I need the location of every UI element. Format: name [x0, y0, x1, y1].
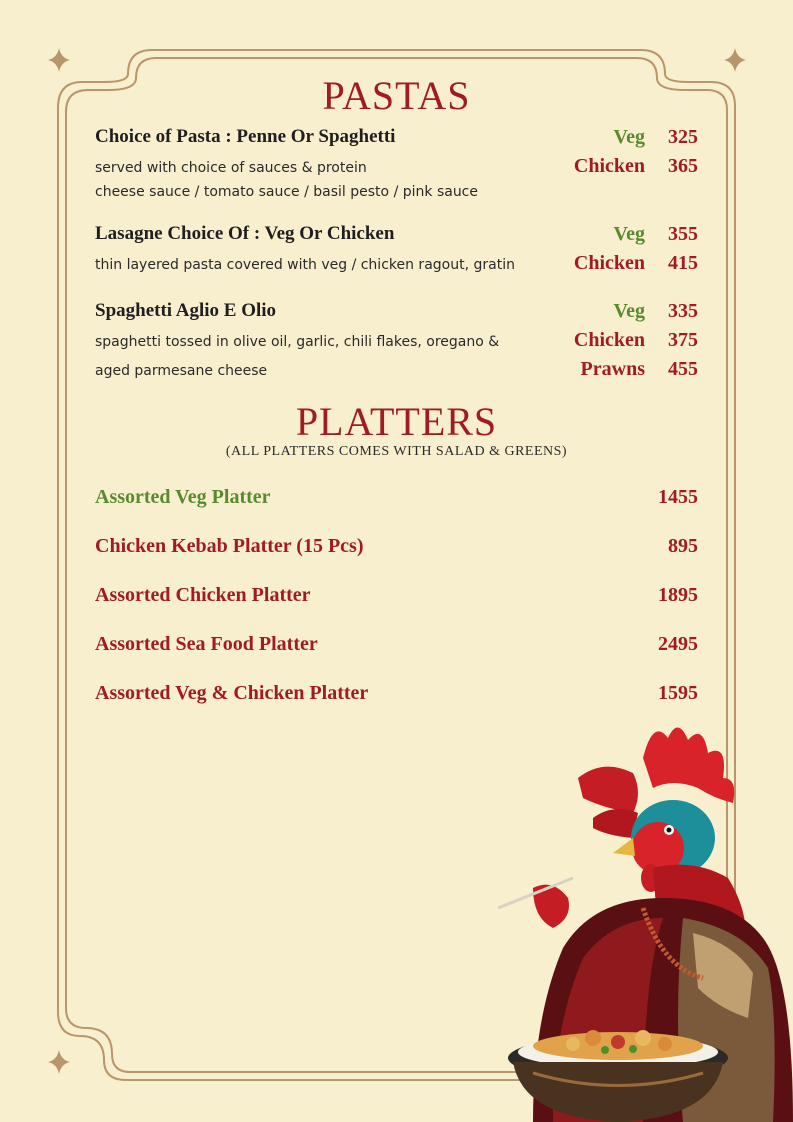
sparkle-star-icon [48, 48, 70, 72]
pasta-item-desc: aged parmesane cheese [95, 363, 268, 379]
option-label-veg: Veg [613, 223, 645, 245]
option-price: 355 [668, 223, 698, 245]
option-price: 375 [668, 329, 698, 351]
platters-heading: PLATTERS [295, 399, 498, 444]
platter-item-name: Assorted Veg & Chicken Platter [95, 682, 369, 704]
platter-item-name: Assorted Sea Food Platter [95, 633, 318, 655]
sparkle-star-icon [724, 48, 746, 72]
pasta-item-name: Choice of Pasta : Penne Or Spaghetti [95, 126, 396, 147]
pasta-item-desc: thin layered pasta covered with veg / chicken ragout, gratin [95, 257, 515, 273]
option-label-veg: Veg [613, 126, 645, 148]
pasta-item-desc: served with choice of sauces & protein [95, 160, 367, 176]
platters-subtitle: (ALL PLATTERS COMES WITH SALAD & GREENS) [225, 444, 568, 459]
platter-item-name: Assorted Chicken Platter [95, 584, 311, 606]
pasta-item-desc: cheese sauce / tomato sauce / basil pesto / pink sauce [95, 184, 478, 200]
option-label-veg: Veg [613, 300, 645, 322]
platter-item-name: Chicken Kebab Platter (15 Pcs) [95, 535, 364, 557]
option-price: 415 [668, 252, 698, 274]
sparkle-star-icon [48, 1050, 70, 1074]
option-price: 365 [668, 155, 698, 177]
pasta-item-name: Lasagne Choice Of : Veg Or Chicken [95, 223, 395, 244]
option-price: 455 [668, 358, 698, 380]
platter-item-price: 2495 [658, 633, 698, 655]
pasta-item-name: Spaghetti Aglio E Olio [95, 300, 277, 321]
platter-item-name: Assorted Veg Platter [95, 486, 271, 508]
option-label-chicken: Chicken [573, 329, 645, 351]
pasta-item-desc: spaghetti tossed in olive oil, garlic, chili flakes, oregano & [95, 334, 500, 350]
platter-item-price: 1455 [658, 486, 698, 508]
option-price: 335 [668, 300, 698, 322]
option-label-chicken: Chicken [573, 252, 645, 274]
option-price: 325 [668, 126, 698, 148]
rooster-chef-illustration [493, 718, 793, 1122]
option-label-chicken: Chicken [573, 155, 645, 177]
platter-item-price: 1895 [658, 584, 698, 606]
option-label-prawns: Prawns [580, 358, 645, 380]
platter-item-price: 895 [668, 535, 698, 557]
platter-item-price: 1595 [658, 682, 698, 704]
pastas-heading: PASTAS [322, 73, 471, 118]
